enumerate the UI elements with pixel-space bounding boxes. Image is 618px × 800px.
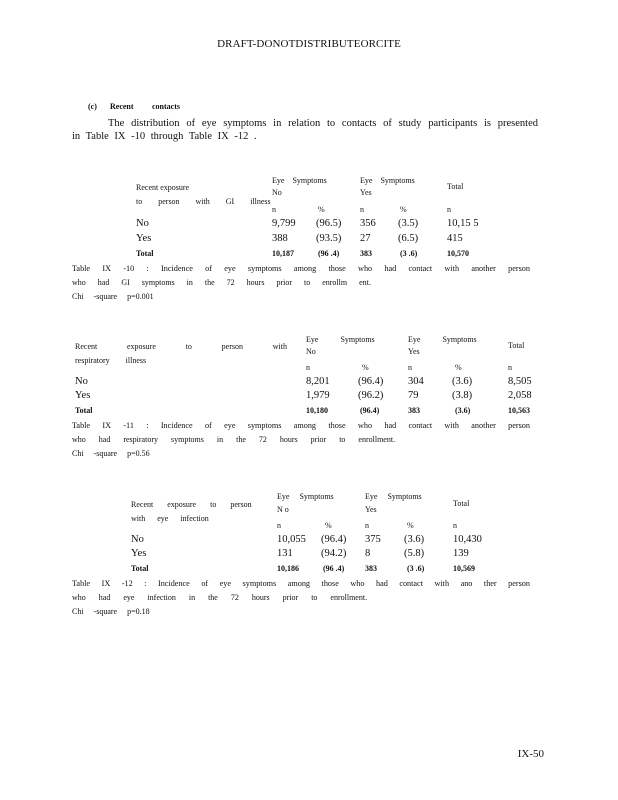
col-eye-yes-line2: Yes <box>360 188 372 197</box>
page-number: IX-50 <box>517 748 544 760</box>
cell-no-n: 8,201 <box>306 376 330 387</box>
col-eye-no-line1: Eye Symptoms <box>306 335 375 344</box>
cell-no-pct: (94.2) <box>321 548 347 559</box>
cell-total: 2,058 <box>508 390 532 401</box>
cell-total: 8,505 <box>508 376 532 387</box>
section-title: Recent contacts <box>110 102 180 111</box>
col-eye-no-line2: No <box>306 347 316 356</box>
total-total: 10,563 <box>508 406 530 415</box>
total-no-pct: (96 .4) <box>323 564 345 573</box>
total-yes-pct: (3.6) <box>455 406 471 415</box>
cell-no-pct: (96.2) <box>358 390 384 401</box>
exposure-label-line1: Recent exposure to person with <box>75 342 287 351</box>
cell-yes-n: 356 <box>360 218 376 229</box>
col-eye-yes-line2: Yes <box>365 505 377 514</box>
table-caption-line2: who had respiratory symptoms in the 72 hours prior to enrollment. <box>72 435 396 444</box>
table-caption-line3: Chi -square p=0.56 <box>72 449 150 458</box>
table-caption-line3: Chi -square p=0.001 <box>72 292 154 301</box>
table-caption-line1: Table IX -11 : Incidence of eye symptoms among those who had contact with another person <box>72 421 530 430</box>
cell-total: 415 <box>447 233 463 244</box>
cell-yes-pct: (3.6) <box>452 376 473 387</box>
total-no-n: 10,180 <box>306 406 328 415</box>
cell-no-n: 10,055 <box>277 534 306 545</box>
cell-yes-pct: (5.8) <box>404 548 425 559</box>
cell-no-n: 131 <box>277 548 293 559</box>
exposure-label-line2: with eye infection <box>131 514 209 523</box>
subhead-pct: % <box>318 205 325 214</box>
cell-no-n: 9,799 <box>272 218 296 229</box>
cell-yes-pct: (6.5) <box>398 233 419 244</box>
total-no-n: 10,187 <box>272 249 294 258</box>
table-caption-line2: who had GI symptoms in the 72 hours prior to enrollm ent. <box>72 278 371 287</box>
cell-total: 10,15 5 <box>447 218 479 229</box>
col-eye-no-line2: N o <box>277 505 289 514</box>
section-marker: (c) <box>88 102 97 111</box>
cell-yes-n: 8 <box>365 548 371 559</box>
cell-no-n: 1,979 <box>306 390 330 401</box>
cell-total: 139 <box>453 548 469 559</box>
subhead-pct: % <box>407 521 414 530</box>
subhead-n: n <box>277 521 281 530</box>
col-eye-yes-line1: Eye Symptoms <box>408 335 477 344</box>
col-eye-yes-line1: Eye Symptoms <box>360 176 415 185</box>
total-row-label: Total <box>75 406 93 415</box>
cell-yes-pct: (3.6) <box>404 534 425 545</box>
total-yes-n: 383 <box>365 564 377 573</box>
col-eye-yes-line1: Eye Symptoms <box>365 492 422 501</box>
row-label: Yes <box>136 233 152 244</box>
row-label: No <box>131 534 144 545</box>
table-caption-line1: Table IX -12 : Incidence of eye symptoms among those who had contact with ano ther person <box>72 579 530 588</box>
row-label: No <box>75 376 88 387</box>
cell-yes-pct: (3.8) <box>452 390 473 401</box>
row-label: Yes <box>75 390 91 401</box>
cell-yes-pct: (3.5) <box>398 218 419 229</box>
col-eye-no-line1: Eye Symptoms <box>277 492 334 501</box>
cell-no-n: 388 <box>272 233 288 244</box>
intro-paragraph-line2: in Table IX -10 through Table IX -12 . <box>72 131 257 142</box>
draft-header: DRAFT-DONOTDISTRIBUTEORCITE <box>217 38 401 50</box>
cell-no-pct: (96.4) <box>321 534 347 545</box>
subhead-n: n <box>408 363 412 372</box>
subhead-n: n <box>272 205 276 214</box>
cell-no-pct: (96.4) <box>358 376 384 387</box>
total-yes-n: 383 <box>360 249 372 258</box>
cell-yes-n: 79 <box>408 390 419 401</box>
total-yes-pct: (3 .6) <box>407 564 425 573</box>
col-eye-no-line1: Eye Symptoms <box>272 176 327 185</box>
total-no-pct: (96.4) <box>360 406 380 415</box>
exposure-label-line2: to person with GI illness <box>136 197 271 206</box>
subhead-n: n <box>306 363 310 372</box>
total-total: 10,570 <box>447 249 469 258</box>
table-caption-line3: Chi -square p=0.18 <box>72 607 150 616</box>
subhead-n: n <box>360 205 364 214</box>
total-yes-n: 383 <box>408 406 420 415</box>
subhead-n: n <box>453 521 457 530</box>
col-eye-no-line2: No <box>272 188 282 197</box>
col-total: Total <box>508 341 525 350</box>
subhead-n: n <box>365 521 369 530</box>
total-yes-pct: (3 .6) <box>400 249 418 258</box>
row-label: Yes <box>131 548 147 559</box>
table-caption-line2: who had eye infection in the 72 hours prior to enrollment. <box>72 593 368 602</box>
cell-yes-n: 27 <box>360 233 371 244</box>
subhead-n: n <box>447 205 451 214</box>
col-total: Total <box>453 499 470 508</box>
cell-yes-n: 304 <box>408 376 424 387</box>
total-row-label: Total <box>131 564 149 573</box>
intro-paragraph-line1: The distribution of eye symptoms in relation to contacts of study participants is presented <box>108 118 538 129</box>
subhead-pct: % <box>325 521 332 530</box>
subhead-pct: % <box>400 205 407 214</box>
cell-no-pct: (93.5) <box>316 233 342 244</box>
total-no-n: 10,186 <box>277 564 299 573</box>
subhead-n: n <box>508 363 512 372</box>
col-eye-yes-line2: Yes <box>408 347 420 356</box>
subhead-pct: % <box>455 363 462 372</box>
col-total: Total <box>447 182 464 191</box>
cell-no-pct: (96.5) <box>316 218 342 229</box>
cell-total: 10,430 <box>453 534 482 545</box>
row-label: No <box>136 218 149 229</box>
exposure-label-line2: respiratory illness <box>75 356 147 365</box>
exposure-label-line1: Recent exposure to person <box>131 500 252 509</box>
subhead-pct: % <box>362 363 369 372</box>
total-no-pct: (96 .4) <box>318 249 340 258</box>
table-caption-line1: Table IX -10 : Incidence of eye symptoms among those who had contact with another person <box>72 264 530 273</box>
total-total: 10,569 <box>453 564 475 573</box>
total-row-label: Total <box>136 249 154 258</box>
cell-yes-n: 375 <box>365 534 381 545</box>
exposure-label-line1: Recent exposure <box>136 183 190 192</box>
